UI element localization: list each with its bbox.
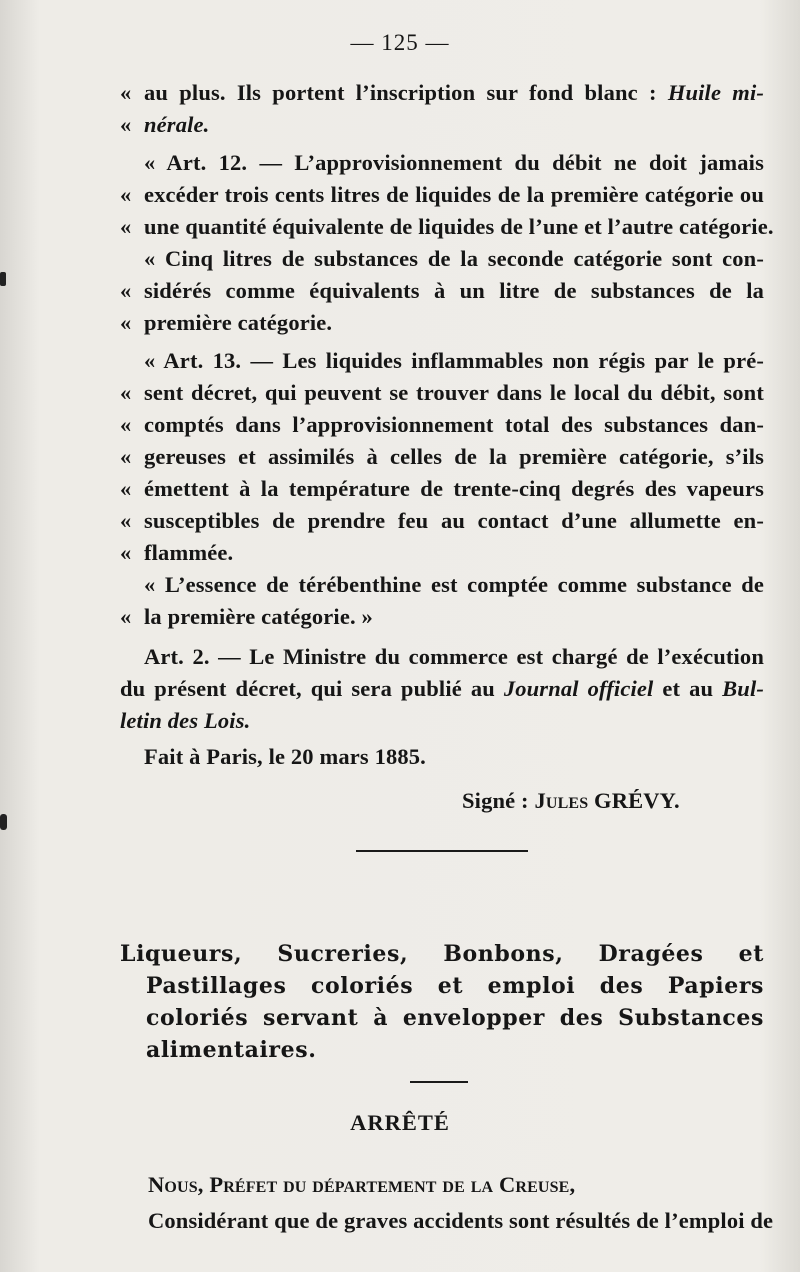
- page-number: — 125 —: [350, 30, 450, 55]
- signature: Signé : Jules GRÉVY.: [462, 788, 680, 813]
- text-line: « gereuses et assimilés à celles de la première catégorie, s’ils: [120, 444, 764, 469]
- article-12-heading-line: « Art. 12. — L’approvisionnement du débit ne doit jamais: [144, 150, 764, 175]
- text-line: « susceptibles de prendre feu au contact d’une allumette en-: [120, 508, 764, 533]
- date-line: Fait à Paris, le 20 mars 1885.: [144, 744, 426, 769]
- text-line: « une quantité équivalente de liquides de l’une et l’autre catégorie.: [120, 214, 774, 239]
- text-line: « L’essence de térébenthine est comptée comme substance de: [144, 572, 764, 597]
- margin-mark: [0, 272, 6, 286]
- text-line: « la première catégorie. »: [120, 604, 373, 629]
- article-2-line: Art. 2. — Le Ministre du commerce est chargé de l’exécution: [144, 644, 764, 669]
- section-heading-line: Pastillages coloriés et emploi des Papiers: [146, 973, 764, 999]
- text-line: du présent décret, qui sera publié au Journal officiel et au Bul-: [120, 676, 764, 701]
- text-line: « sent décret, qui peuvent se trouver dans le local du débit, sont: [120, 380, 764, 405]
- text-line: « Cinq litres de substances de la seconde catégorie sont con-: [144, 246, 764, 271]
- text-line: « au plus. Ils portent l’inscription sur fond blanc : Huile mi-: [120, 80, 764, 105]
- separator-rule: [356, 850, 528, 852]
- section-heading-line: coloriés servant à envelopper des Substances: [146, 1005, 764, 1031]
- text-line: « comptés dans l’approvisionnement total des substances dan-: [120, 412, 764, 437]
- text-line: « flammée.: [120, 540, 234, 565]
- margin-mark: [0, 814, 7, 830]
- text-line: « première catégorie.: [120, 310, 333, 335]
- text-line: « émettent à la température de trente-cinq degrés des vapeurs: [120, 476, 764, 501]
- article-13-heading-line: « Art. 13. — Les liquides inflammables non régis par le pré-: [144, 348, 764, 373]
- short-rule: [410, 1081, 468, 1083]
- text-line: letin des Lois.: [120, 708, 251, 733]
- text-line: Considérant que de graves accidents sont résultés de l’emploi de: [148, 1208, 774, 1233]
- arrete-title: ARRÊTÉ: [350, 1110, 450, 1135]
- section-heading-line: alimentaires.: [146, 1037, 317, 1063]
- prefect-line: Nous, Préfet du département de la Creuse,: [148, 1172, 576, 1197]
- text-line: « sidérés comme équivalents à un litre de substances de la: [120, 278, 764, 303]
- text-line: « excéder trois cents litres de liquides de la première catégorie ou: [120, 182, 764, 207]
- text-line: « nérale.: [120, 112, 210, 137]
- section-heading-line: Liqueurs, Sucreries, Bonbons, Dragées et: [120, 941, 764, 967]
